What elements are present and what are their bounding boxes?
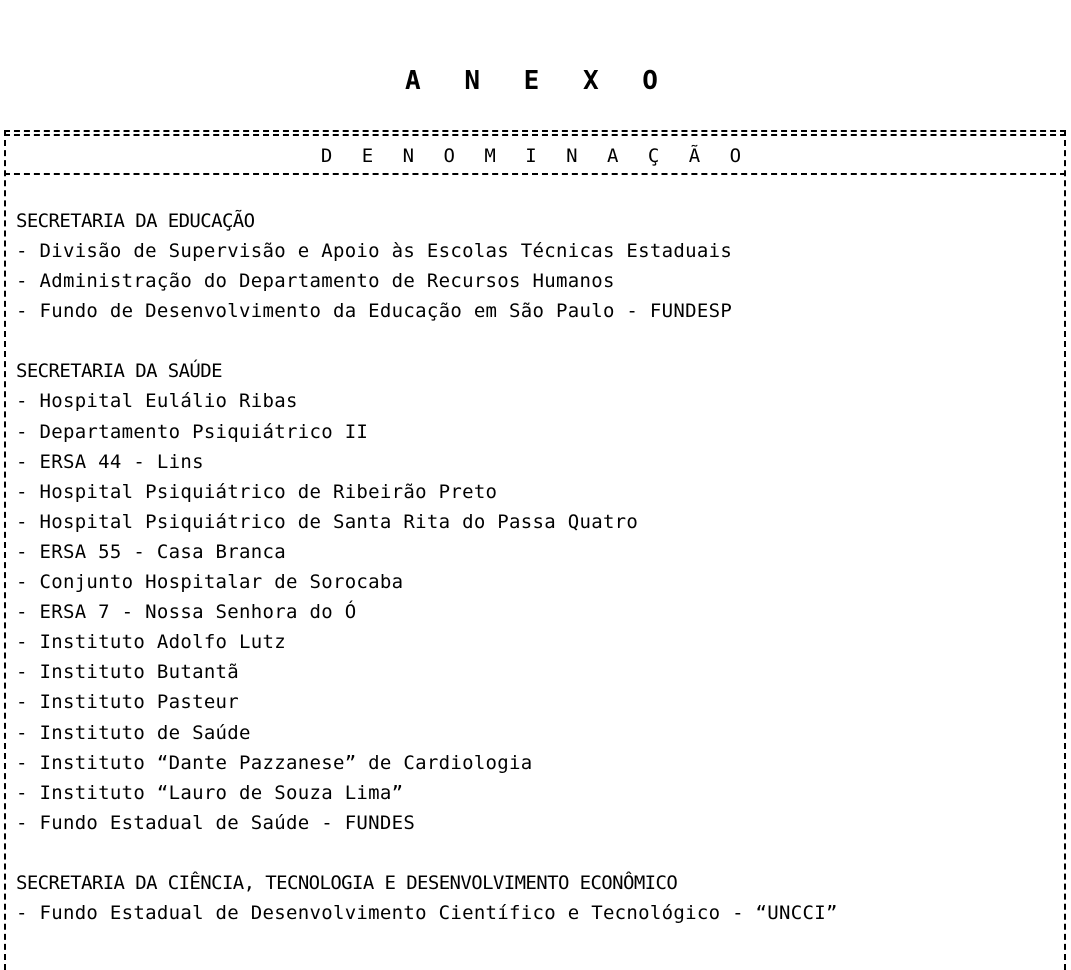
list-item: - ERSA 44 - Lins (16, 450, 204, 473)
annex-title: A N E X O (405, 66, 672, 96)
list-item: - Hospital Psiquiátrico de Ribeirão Preto (16, 480, 498, 503)
list-item: - Instituto “Dante Pazzanese” de Cardiologia (16, 751, 533, 774)
header-separator-rule (4, 173, 1066, 175)
list-item: - Instituto “Lauro de Souza Lima” (16, 781, 404, 804)
list-item: - Instituto Butantã (16, 661, 240, 684)
list-item: - Hospital Psiquiátrico de Santa Rita do Passa Quatro (16, 510, 639, 533)
section-title: SECRETARIA DA CIÊNCIA, TECNOLOGIA E DESENVOLVIMENTO ECONÔMICO (16, 871, 678, 894)
section-title: SECRETARIA DA EDUCAÇÃO (16, 210, 255, 232)
list-item: - Instituto Pasteur (16, 691, 240, 714)
list-item: - Fundo Estadual de Desenvolvimento Científico e Tecnológico - “UNCCI” (16, 901, 838, 924)
table-body (16, 206, 1056, 958)
list-item: - Fundo de Desenvolvimento da Educação em São Paulo - FUNDESP (16, 300, 733, 323)
list-item: - Divisão de Supervisão e Apoio às Escolas Técnicas Estaduais (16, 240, 733, 263)
list-item: - Departamento Psiquiátrico II (16, 420, 369, 443)
table-top-double-rule (4, 130, 1066, 136)
list-item: - Instituto de Saúde (16, 721, 251, 744)
list-item: - ERSA 55 - Casa Branca (16, 540, 286, 563)
section-educacao (16, 206, 1056, 326)
list-item: - ERSA 7 - Nossa Senhora do Ó (16, 601, 357, 624)
list-item: - Conjunto Hospitalar de Sorocaba (16, 571, 404, 594)
section-title: SECRETARIA DA SAÚDE (16, 360, 222, 383)
list-item: - Hospital Eulálio Ribas (16, 390, 298, 413)
column-header-denominacao: D E N O M I N A Ç Ã O (320, 145, 751, 167)
list-item: - Administração do Departamento de Recursos Humanos (16, 270, 615, 293)
section-ciencia-tecnologia (16, 868, 1056, 928)
section-saude (16, 356, 1056, 838)
list-item: - Fundo Estadual de Saúde - FUNDES (16, 811, 416, 834)
list-item: - Instituto Adolfo Lutz (16, 631, 286, 654)
